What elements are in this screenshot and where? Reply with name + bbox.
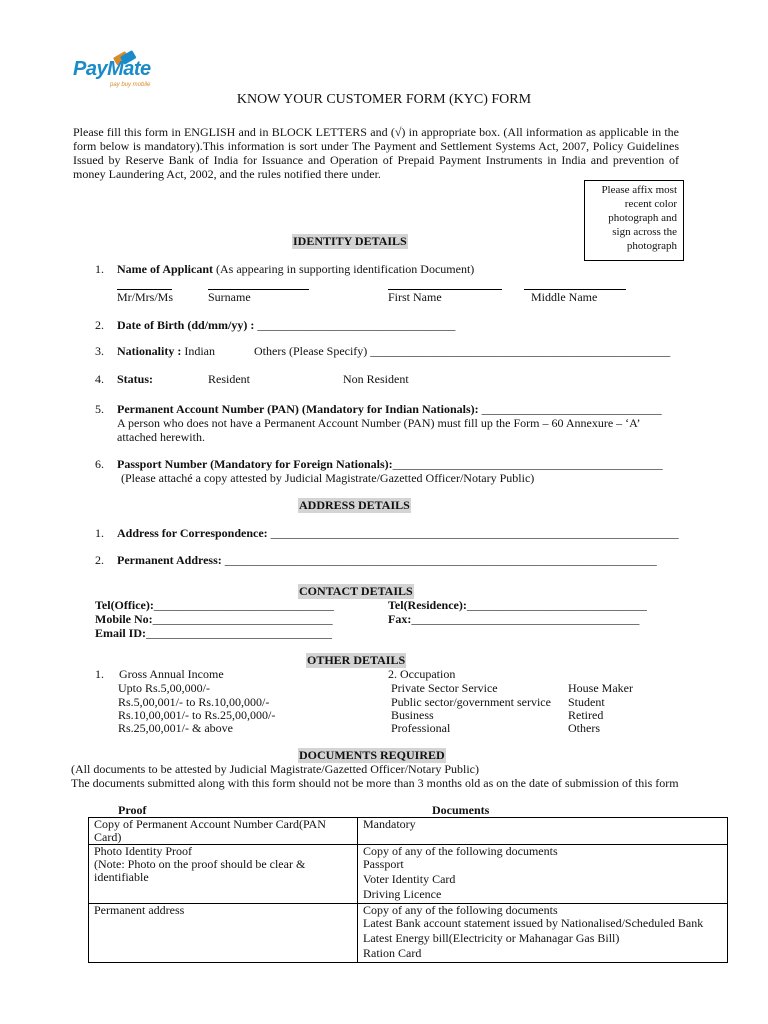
occupation-option-text: Professional: [391, 721, 451, 735]
tel-res-label: Tel(Residence):: [388, 598, 467, 612]
name-of-applicant: [117, 262, 474, 277]
passport-note: (Please attaché a copy attested by Judicial Magistrate/Gazetted Officer/Notary Public): [121, 471, 535, 485]
fax-field[interactable]: ______________________________________: [411, 612, 640, 626]
col-header-documents: Documents: [432, 803, 490, 817]
form-title: KNOW YOUR CUSTOMER FORM (KYC) FORM: [236, 92, 532, 107]
passport-field[interactable]: _____________________________________________: [392, 457, 663, 471]
q4-number: 4.: [95, 372, 104, 386]
nationality-label: Nationality :: [117, 344, 182, 358]
sub-label-middle-name: Middle Name: [531, 290, 598, 304]
doc-option-text: Driving Licence: [363, 887, 442, 901]
table-row: [89, 904, 728, 963]
status-resident: [208, 372, 250, 387]
pan-label: Permanent Account Number (PAN) (Mandatory for Indian Nationals):: [117, 402, 479, 416]
photo-box-line: recent color: [624, 198, 677, 210]
nationality-others: [254, 344, 670, 359]
option-others: Others (Please Specify): [254, 344, 368, 358]
pan-row: [117, 402, 662, 417]
name-note: (As appearing in supporting identification Document): [216, 262, 475, 276]
passport-row: [117, 457, 663, 472]
income-label: 1. Gross Annual Income: [95, 667, 224, 681]
doc-option-text: Passport: [363, 857, 404, 871]
identity-heading: IDENTITY DETAILS: [293, 234, 407, 248]
q1-number: 1.: [95, 262, 104, 276]
other-heading: OTHER DETAILS: [307, 653, 406, 667]
email-row: [95, 626, 332, 641]
doc-option: [363, 888, 722, 903]
doc-option: [363, 932, 722, 947]
permanent-address-row: [117, 553, 657, 568]
proof-text: Card): [94, 830, 122, 844]
doc-option: [363, 818, 722, 833]
dob-field[interactable]: _________________________________: [257, 318, 456, 332]
contact-heading: CONTACT DETAILS: [299, 584, 413, 598]
pan-note-2: attached herewith.: [117, 430, 205, 444]
logo-tagline: pay buy mobile: [110, 82, 151, 88]
dob-label: Date of Birth (dd/mm/yy) :: [117, 318, 255, 332]
status-non-resident: [343, 372, 409, 387]
photo-box-line: photograph: [626, 240, 677, 252]
col-header-proof: Proof: [118, 803, 147, 817]
doc-intro: Copy of any of the following documents: [363, 844, 558, 858]
occupation-option: [568, 721, 600, 736]
proof-text: identifiable: [94, 870, 149, 884]
paymate-logo: [70, 50, 170, 90]
income-option-text: Upto Rs.5,00,000/-: [118, 681, 211, 695]
email-label: Email ID:: [95, 626, 146, 640]
proof-text: (Note: Photo on the proof should be clear &: [94, 857, 306, 871]
docs-cell: [358, 904, 728, 963]
tel-office-field[interactable]: ______________________________: [153, 598, 334, 612]
doc-option-text: Mandatory: [363, 817, 416, 831]
pan-field[interactable]: ______________________________: [481, 402, 662, 416]
doc-option: [363, 947, 722, 962]
income-option: [118, 721, 233, 736]
q2-number: 2.: [95, 318, 104, 332]
income-option-text: Rs.25,00,001/- & above: [118, 721, 233, 735]
table-row: [89, 845, 728, 904]
name-label: Name of Applicant: [117, 262, 213, 276]
photo-box[interactable]: [584, 180, 684, 261]
income-option-text: Rs.5,00,001/- to Rs.10,00,000/-: [118, 695, 270, 709]
tel-office-label: Tel(Office):: [95, 598, 154, 612]
sub-label-first-name: First Name: [388, 290, 442, 304]
doc-option-text: Latest Energy bill(Electricity or Mahanagar Gas Bill): [363, 931, 620, 945]
occupation-option-text: Retired: [568, 708, 604, 722]
occupation-option: [391, 681, 498, 696]
occupation-option-text: Business: [391, 708, 434, 722]
nationality-row: [117, 344, 215, 359]
tel-res-row: [388, 598, 647, 613]
option-indian: Indian: [184, 344, 215, 358]
occupation-option-text: Public sector/government service: [391, 695, 551, 709]
permanent-address-label: Permanent Address:: [117, 553, 222, 567]
status-label: Status:: [117, 372, 154, 386]
proof-text: Copy of Permanent Account Number Card(PAN: [94, 817, 326, 831]
q6-number: 6.: [95, 457, 104, 471]
doc-option: [363, 858, 722, 873]
doc-intro: Copy of any of the following documents: [363, 903, 558, 917]
dob-row: [117, 318, 455, 333]
docs-cell: [358, 818, 728, 845]
occupation-option-text: Student: [568, 695, 605, 709]
fax-row: [388, 612, 639, 627]
permanent-address-field[interactable]: ________________________________________________________________________: [224, 553, 657, 567]
doc-option-text: Voter Identity Card: [363, 872, 456, 886]
proof-cell: [89, 818, 358, 845]
doc-option: [363, 917, 722, 932]
option-resident: Resident: [208, 372, 250, 386]
photo-box-line: Please affix most: [601, 184, 677, 196]
fax-label: Fax:: [388, 612, 412, 626]
mobile-label: Mobile No:: [95, 612, 153, 626]
documents-heading: DOCUMENTS REQUIRED: [299, 748, 445, 762]
mobile-field[interactable]: ______________________________: [152, 612, 333, 626]
option-non-resident: Non Resident: [343, 372, 409, 386]
q5-number: 5.: [95, 402, 104, 416]
email-field[interactable]: _______________________________: [146, 626, 332, 640]
occupation-option-text: Others: [568, 721, 600, 735]
correspondence-label: Address for Correspondence:: [117, 526, 268, 540]
pan-note-1: A person who does not have a Permanent Account Number (PAN) must fill up the Form – 60 Annexure – ‘A’: [117, 416, 641, 430]
occupation-option: [568, 681, 633, 696]
addr-q2-number: 2.: [95, 553, 104, 567]
documents-note-2: The documents submitted along with this form should not be more than 3 months old as on the date of submission of this form: [71, 776, 679, 790]
nationality-specify-field[interactable]: __________________________________________________: [370, 344, 671, 358]
sub-label-surname: Surname: [208, 290, 251, 304]
tel-office-row: [95, 598, 334, 613]
correspondence-row: [117, 526, 679, 541]
tel-res-field[interactable]: ______________________________: [466, 598, 647, 612]
proof-cell: [89, 904, 358, 963]
photo-box-line: sign across the: [612, 226, 677, 238]
docs-cell: [358, 845, 728, 904]
occupation-option-text: House Maker: [568, 681, 633, 695]
occupation-label: 2. Occupation: [388, 667, 456, 681]
address-heading: ADDRESS DETAILS: [299, 498, 410, 512]
doc-option-text: Latest Bank account statement issued by Nationalised/Scheduled Bank: [363, 916, 704, 930]
documents-note-1: (All documents to be attested by Judicial Magistrate/Gazetted Officer/Notary Public): [71, 762, 479, 776]
proof-cell: [89, 845, 358, 904]
sub-label-title: Mr/Mrs/Ms: [117, 290, 174, 304]
occupation-option: [391, 721, 450, 736]
doc-option: [363, 873, 722, 888]
addr-q1-number: 1.: [95, 526, 104, 540]
photo-box-line: photograph and: [608, 212, 677, 224]
proof-text: Permanent address: [94, 903, 185, 917]
documents-table: [88, 817, 728, 963]
logo-wordmark: PayMate: [73, 58, 151, 80]
q3-number: 3.: [95, 344, 104, 358]
proof-text: Photo Identity Proof: [94, 844, 192, 858]
occupation-option-text: Private Sector Service: [391, 681, 498, 695]
doc-option-text: Ration Card: [363, 946, 422, 960]
intro-text: Please fill this form in ENGLISH and in BLOCK LETTERS and (√) in appropriate box. (All information as applicable in the form below is mandatory).This information is sort under The Payment and Settlement Systems Act, 2007, Policy Guidelines Issued by Reserve Bank of India for Issuance and Operation of Prepaid Payment Instruments in India and prevention of money Laundering Act, 2002, and the rules notified there under.: [73, 125, 679, 181]
income-option-text: Rs.10,00,001/- to Rs.25,00,000/-: [118, 708, 276, 722]
mobile-row: [95, 612, 333, 627]
passport-label: Passport Number (Mandatory for Foreign Nationals):: [117, 457, 393, 471]
table-row: [89, 818, 728, 845]
correspondence-field[interactable]: ____________________________________________________________________: [270, 526, 679, 540]
income-option: [118, 681, 210, 696]
